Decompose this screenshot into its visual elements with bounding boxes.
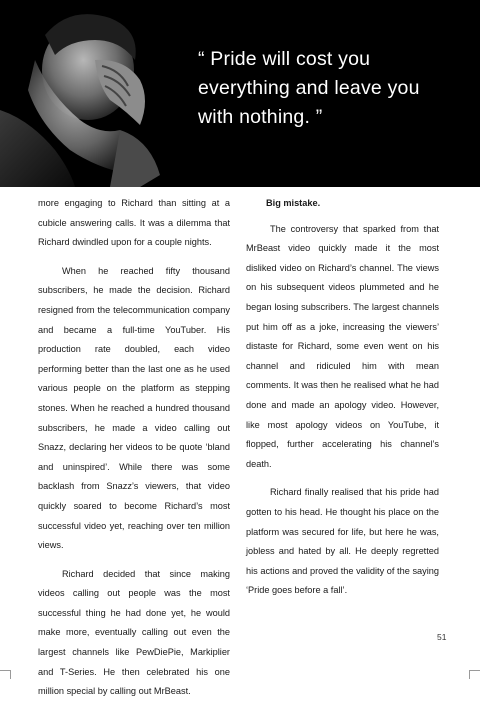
body-paragraph: Richard finally realised that his pride had gotten to his head. He thought his place on the platform was secured for life, but here he was, jobless and hated by all. He deeply regretted his actions and proved the validity of the saying ‘Pride goes before a fall’.: [246, 487, 439, 596]
crop-mark: [10, 670, 11, 679]
right-column: [246, 194, 439, 601]
body-paragraph: When he reached fifty thousand subscribers, he made the decision. Richard resigned from the telecommunication company and became a full-time YouTuber. His production rate doubled, each video performing better than the last one as he used various people on the platform as stepping stones. When he reached a hundred thousand subscribers, he made a video calling out Snazz, declaring her videos to be quote ‘bland and uninspired’. While there was some backlash from Snazz’s viewers, that video quickly soared to become Richard’s most successful video yet, reaching over ten million views.: [38, 265, 230, 551]
pull-quote-line-2: everything and leave you: [198, 77, 420, 99]
pull-quote: [198, 45, 468, 132]
left-column: [38, 194, 230, 702]
crop-mark: [470, 670, 480, 671]
pull-quote-line-1: “ Pride will cost you: [198, 48, 371, 70]
body-paragraph: Richard decided that since making videos calling out people was the most successful thing he had done yet, he would make more, eventually calling out even the largest channels like PewDiePie, Markiplier and T-Series. He then celebrated his one million special by calling out MrBeast.: [38, 568, 230, 697]
section-heading: Big mistake.: [266, 198, 321, 208]
crop-mark: [469, 670, 470, 679]
crop-mark: [0, 670, 10, 671]
page-number: 51: [437, 632, 447, 642]
body-paragraph: more engaging to Richard than sitting at a cubicle answering calls. It was a dilemma that Richard dwindled upon for a couple nights.: [38, 198, 230, 248]
pull-quote-line-3: with nothing. ”: [198, 106, 323, 128]
hero-photo: [0, 0, 200, 187]
body-paragraph: The controversy that sparked from that MrBeast video quickly made it the most disliked video on Richard’s channel. The views on his subsequent videos plummeted and he began losing subscribers. The largest channels put him off as a joke, increasing the viewers’ distaste for Richard, some even went on his channel and ridiculed him with mean comments. It was then he realised what he had done and made an apology video. However, like most apology videos on YouTube, it flopped, further accelerating his channel’s death.: [246, 223, 439, 469]
hero-banner: [0, 0, 480, 187]
